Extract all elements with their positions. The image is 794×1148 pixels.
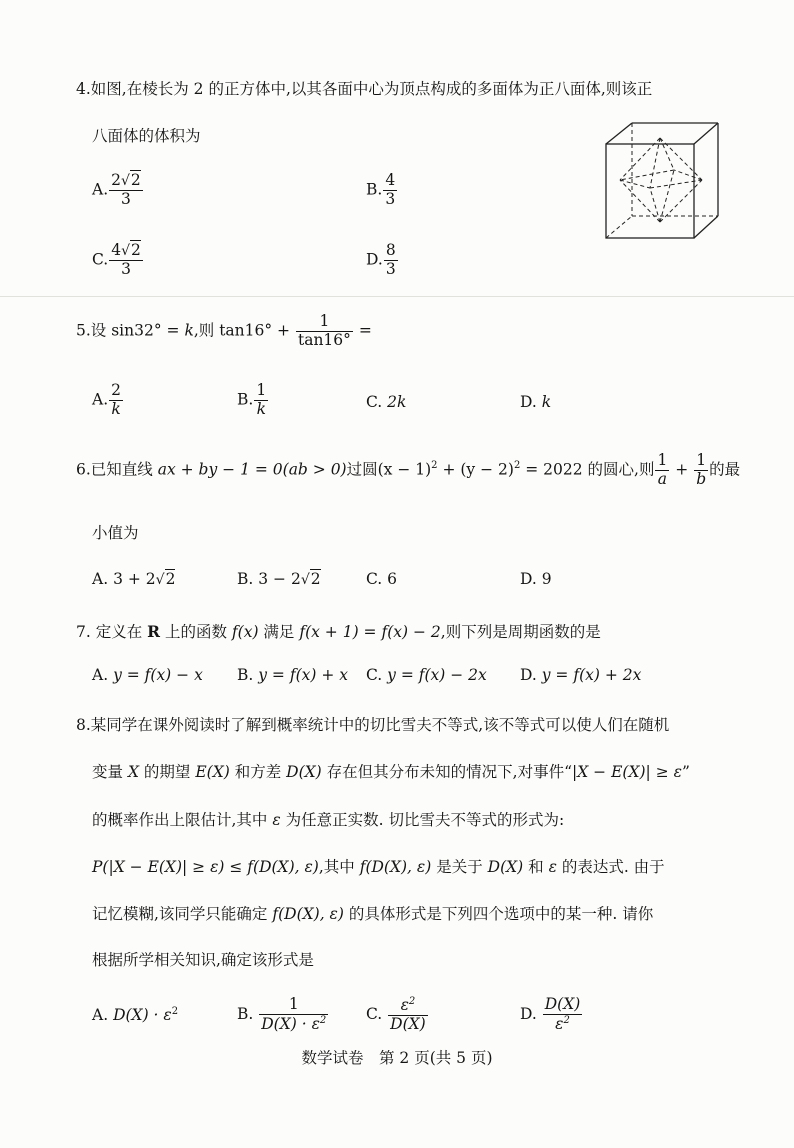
cube-octahedron-figure [598, 118, 724, 246]
q6-option-b: B. 3 − 2√2 [237, 570, 321, 588]
q4-option-c: C. $\frac{4√2}{3}$ [92, 241, 141, 278]
q8-line5: 记忆模糊,该同学只能确定 f(D(X), ε) 的具体形式是下列四个选项中的某一种. 请你 [92, 905, 654, 923]
q8-option-d: D. $\frac{D(X)}{\varepsilon^2}$ [520, 995, 581, 1033]
q6-option-a: A. 3 + 2√2 [92, 570, 176, 588]
q4-option-b: B. $\frac{4}{3}$ [366, 171, 396, 208]
q7-option-d: D. y = f(x) + 2x [520, 666, 642, 684]
q7-option-c: C. y = f(x) − 2x [366, 666, 487, 684]
q7-stem: 7. 定义在 R 上的函数 f(x) 满足 f(x + 1) = f(x) − 2,则下列是周期函数的是 [76, 622, 601, 641]
q8-line6: 根据所学相关知识,确定该形式是 [92, 951, 314, 969]
q8-line3: 的概率作出上限估计,其中 ε 为任意正实数. 切比雪夫不等式的形式为: [92, 811, 565, 829]
q8-line4: P(|X − E(X)| ≥ ε) ≤ f(D(X), ε),其中 f(D(X), ε) 是关于 D(X) 和 ε 的表达式. 由于 [92, 858, 665, 876]
q5-stem: 5.设 sin32° = k,则 tan16° + $\frac{1}{\tan 16^\circ}$ = [76, 312, 372, 349]
q5-option-a: A. $\frac{2}{k}$ [92, 381, 121, 418]
q8-option-c: C. $\frac{\varepsilon^2}{D(X)}$ [366, 996, 426, 1033]
q6-option-c: C. 6 [366, 570, 398, 588]
q7-option-b: B. y = f(x) + x [237, 666, 349, 684]
q8-option-b: B. $\frac{1}{D(X) \cdot \varepsilon^2}$ [237, 995, 327, 1033]
q4-stem-line2: 八面体的体积为 [92, 127, 201, 145]
q5-option-b: B. $\frac{1}{k}$ [237, 381, 267, 418]
page-footer: 数学试卷 第 2 页(共 5 页) [301, 1049, 493, 1067]
q5-option-c: C. 2k [366, 393, 407, 411]
q4-option-d: D. $\frac{8}{3}$ [366, 241, 396, 278]
q8-option-a: A. $D(X) \cdot \varepsilon^2$ [92, 1006, 179, 1025]
q5-option-d: D. k [520, 393, 552, 411]
q6-stem-line2: 小值为 [92, 524, 139, 542]
page-fold-line [0, 296, 794, 297]
q6-stem-line1: 6.已知直线 ax + by − 1 = 0(ab > 0)过圆$(x - 1)^2 + (y - 2)^2 = 2022$ 的圆心,则 $\frac{1}{a}$ + $\frac{1}{b}$ 的最 [76, 451, 741, 488]
q8-line2: 变量 X 的期望 E(X) 和方差 D(X) 存在但其分布未知的情况下,对事件“|X − E(X)| ≥ ε” [92, 763, 690, 781]
q4-option-a: A. $\frac{2√2}{3}$ [92, 171, 141, 208]
q7-option-a: A. y = f(x) − x [92, 666, 203, 684]
q6-option-d: D. 9 [520, 570, 552, 588]
q8-line1: 8.某同学在课外阅读时了解到概率统计中的切比雪夫不等式,该不等式可以使人们在随机 [76, 716, 670, 734]
q4-stem-line1: 4.如图,在棱长为 2 的正方体中,以其各面中心为顶点构成的多面体为正八面体,则该正 [76, 80, 653, 98]
